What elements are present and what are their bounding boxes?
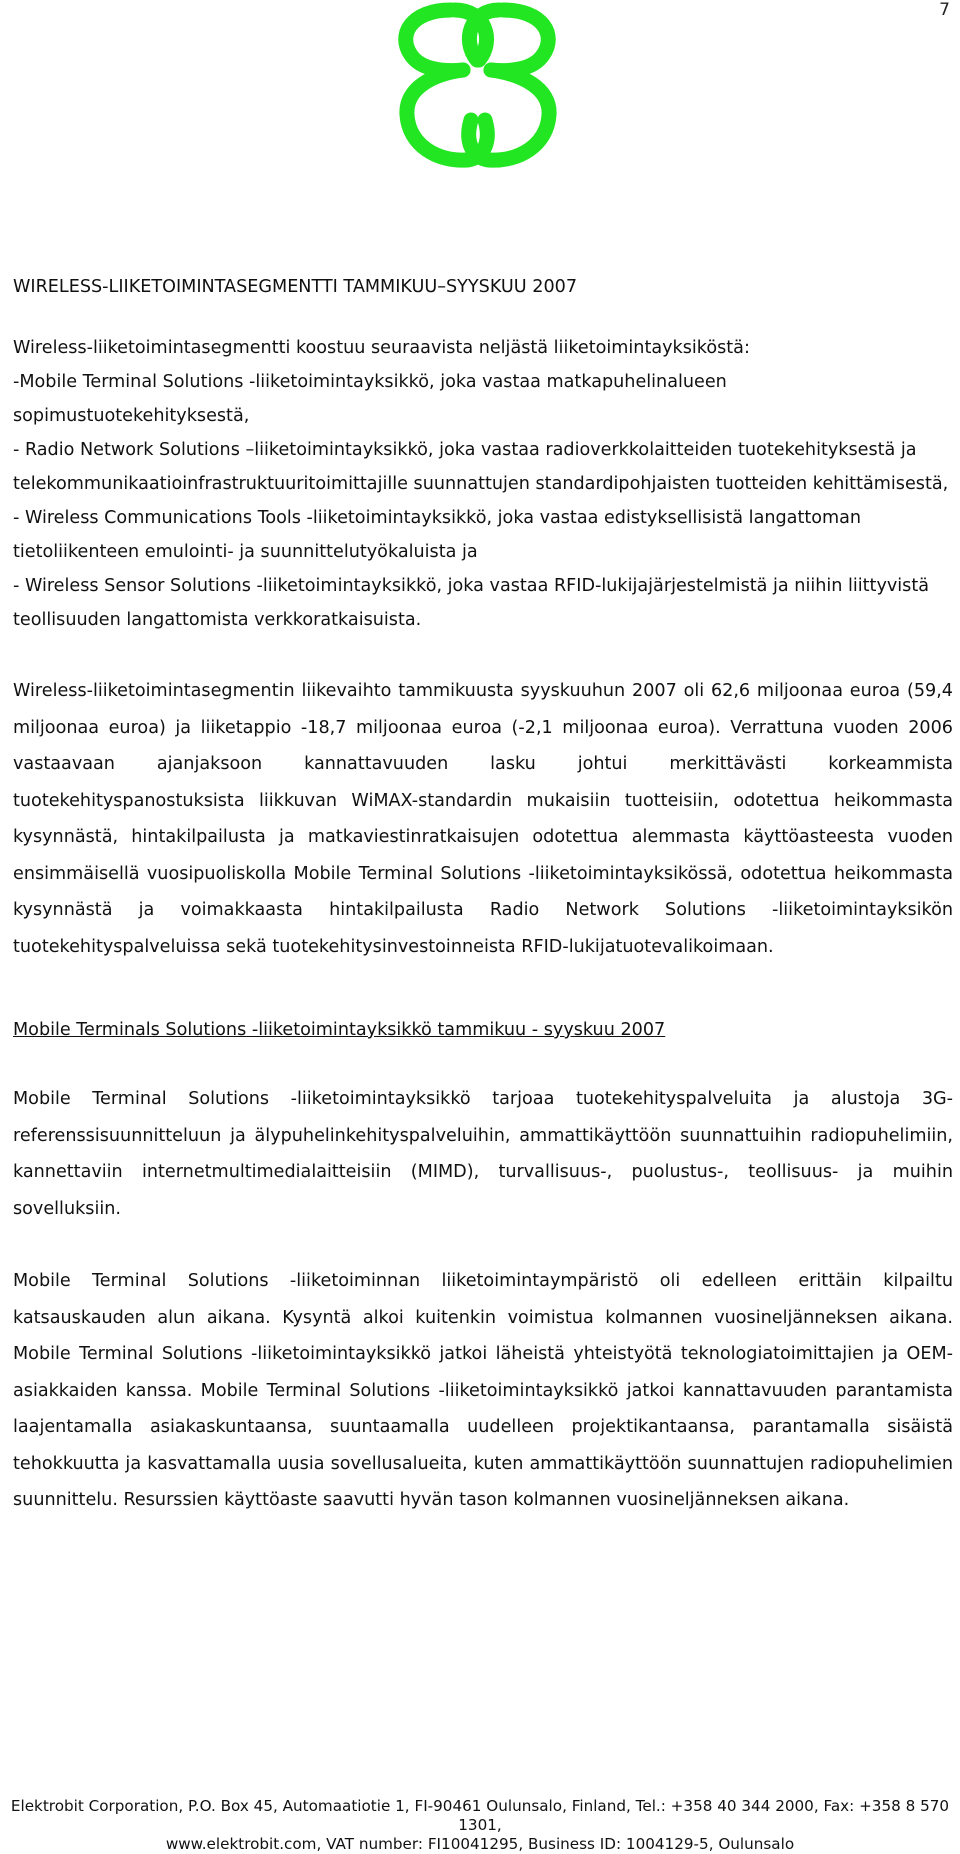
list-item: - Wireless Communications Tools -liiketoimintayksikkö, joka vastaa edistyksellisistä langattoman tietoliikenteen emulointi- ja suunnittelutyökaluista ja <box>13 508 862 562</box>
subsection-paragraph: Mobile Terminal Solutions -liiketoimintayksikkö tarjoaa tuotekehityspalveluita ja alustoja 3G-referenssisuunnitteluun ja älypuhelinkehityspalveluihin, ammattikäyttöön suunnattuihin radiopuhelimiin, kannettaviin internetmultimedialaitteisiin (MIMD), turvallisuus-, puolustus-, teollisuus- ja muihin sovelluksiin. <box>13 1089 953 1219</box>
unit-list <box>13 365 953 637</box>
list-item: - Radio Network Solutions –liiketoimintayksikkö, joka vastaa radioverkkolaitteiden tuotekehityksestä ja telekommunikaatioinfrastruktuuritoimittajille suunnattujen standardipohjaisten tuotteiden kehittämisestä, <box>13 440 949 494</box>
list-item: -Mobile Terminal Solutions -liiketoimintayksikkö, joka vastaa matkapuhelinalueen sopimustuotekehityksestä, <box>13 372 727 426</box>
footer-web: www.elektrobit.com, VAT number: FI10041295, Business ID: 1004129-5, Oulunsalo <box>165 1835 795 1853</box>
eb-logo <box>385 0 573 170</box>
page-number: 7 <box>939 0 950 20</box>
list-item: - Wireless Sensor Solutions -liiketoimintayksikkö, joka vastaa RFID-lukijajärjestelmistä ja niihin liittyvistä teollisuuden langattomista verkkoratkaisuista. <box>13 576 930 630</box>
intro-text: Wireless-liiketoimintasegmentti koostuu seuraavista neljästä liiketoimintayksiköstä: <box>13 338 750 358</box>
page-footer <box>0 1797 960 1854</box>
subsection-title: Mobile Terminals Solutions -liiketoimintayksikkö tammikuu - syyskuu 2007 <box>13 1020 666 1040</box>
footer-address: Elektrobit Corporation, P.O. Box 45, Automaatiotie 1, FI-90461 Oulunsalo, Finland, Tel.: +358 40 344 2000, Fax: +358 8 570 1301, <box>10 1797 950 1834</box>
main-content <box>13 270 953 1519</box>
section-title: WIRELESS-LIIKETOIMINTASEGMENTTI TAMMIKUU–SYYSKUU 2007 <box>13 277 578 297</box>
subsection-paragraph: Mobile Terminal Solutions -liiketoiminnan liiketoimintaympäristö oli edelleen erittäin kilpailtu katsauskauden alun aikana. Kysyntä alkoi kuitenkin voimistua kolmannen vuosineljänneksen aikana. Mobile Terminal Solutions -liiketoimintayksikkö jatkoi läheistä yhteistyötä teknologiatoimittajien ja OEM-asiakkaiden kanssa. Mobile Terminal Solutions -liiketoimintayksikkö jatkoi kannattavuuden parantamista laajentamalla asiakaskuntaansa, suuntaamalla uudelleen projektikantaansa, parantamalla sisäistä tehokkuutta ja kasvattamalla uusia sovellusalueita, kuten ammattikäyttöön suunnattujen radiopuhelimien suunnittelu. Resurssien käyttöaste saavutti hyvän tason kolmannen vuosineljänneksen aikana. <box>13 1271 953 1510</box>
segment-paragraph: Wireless-liiketoimintasegmentin liikevaihto tammikuusta syyskuuhun 2007 oli 62,6 miljoonaa euroa (59,4 miljoonaa euroa) ja liiketappio -18,7 miljoonaa euroa (-2,1 miljoonaa euroa). Verrattuna vuoden 2006 vastaavaan ajanjaksoon kannattavuuden lasku johtui merkittävästi korkeammista tuotekehityspanostuksista liikkuvan WiMAX-standardin mukaisiin tuotteisiin, odotettua heikommasta kysynnästä, hintakilpailusta ja matkaviestinratkaisujen odotettua alemmasta käyttöasteesta vuoden ensimmäisellä vuosipuoliskolla Mobile Terminal Solutions -liiketoimintayksikössä, odotettua heikommasta kysynnästä ja voimakkaasta hintakilpailusta Radio Network Solutions -liiketoimintayksikön tuotekehityspalveluissa sekä tuotekehitysinvestoinneista RFID-lukijatuotevalikoimaan. <box>13 681 953 957</box>
